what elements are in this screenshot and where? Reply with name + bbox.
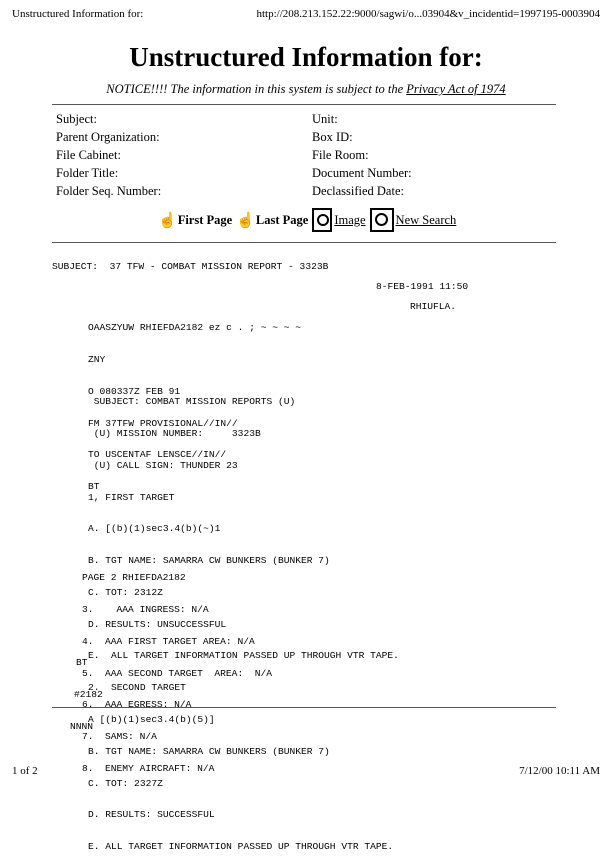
image-icon — [312, 208, 332, 232]
search-icon — [370, 208, 394, 232]
body-line: 2. SECOND TARGET — [88, 682, 186, 694]
page2-line: 7. SAMS: N/A — [82, 731, 157, 743]
fields-right — [312, 110, 412, 200]
page-title: Unstructured Information for: — [129, 42, 483, 72]
print-timestamp: 7/12/00 10:11 AM — [519, 765, 600, 777]
body-line: C. TOT: 2327Z — [88, 777, 163, 789]
body-line: B. TGT NAME: SAMARRA CW BUNKERS (BUNKER 7) — [88, 745, 330, 757]
page2-line: 6. AAA EGRESS: N/A — [82, 699, 192, 711]
notice-text: NOTICE!!!! The information in this system is subject to the — [106, 82, 407, 96]
divider-nav — [52, 242, 556, 243]
header-left: Unstructured Information for: — [12, 8, 144, 20]
first-page-label: First Page — [177, 212, 233, 227]
fields-left — [56, 110, 161, 200]
body-line: E. ALL TARGET INFORMATION PASSED UP THROUGH VTR TAPE. — [88, 841, 394, 853]
body-line: C. TOT: 2312Z — [88, 586, 163, 598]
first-page-button[interactable] — [158, 211, 232, 230]
message-page2 — [82, 552, 272, 785]
closing-line: #2182 — [74, 688, 103, 700]
body-line: (U) CALL SIGN: THUNDER 23 — [88, 459, 238, 471]
field-file-room: File Room: — [312, 148, 369, 162]
body-line: D. RESULTS: UNSUCCESSFUL — [88, 618, 227, 630]
field-subject: Subject: — [56, 112, 97, 126]
field-folder-seq-number: Folder Seq. Number: — [56, 184, 162, 198]
page2-line: 3. AAA INGRESS: N/A — [82, 603, 209, 615]
body-line: A. [(b)(1)sec3.4(b)(~)1 — [88, 523, 221, 535]
routing-line: O 080337Z FEB 91 — [88, 385, 181, 397]
page2-line: 8. ENEMY AIRCRAFT: N/A — [82, 762, 215, 774]
field-parent-organization: Parent Organization: — [56, 130, 160, 144]
new-search-button[interactable] — [366, 208, 457, 232]
body-line: 1, FIRST TARGET — [88, 491, 175, 503]
closing-line: NNNN — [70, 720, 94, 732]
body-line: (U) MISSION NUMBER: 3323B — [88, 427, 261, 439]
image-label: Image — [334, 212, 366, 227]
body-line: SUBJECT: COMBAT MISSION REPORTS (U) — [88, 396, 296, 408]
routing-line: ZNY — [88, 353, 106, 365]
hand-pointer-icon: ☝ — [158, 212, 177, 229]
page-count: 1 of 2 — [12, 765, 38, 777]
closing-line: BT — [76, 657, 88, 669]
field-document-number: Document Number: — [312, 166, 412, 180]
message-subject: SUBJECT: 37 TFW - COMBAT MISSION REPORT - 3323B — [52, 261, 329, 272]
message-closing — [70, 637, 103, 743]
divider-bottom — [52, 707, 556, 708]
privacy-act-link[interactable]: Privacy Act of 1974 — [406, 82, 506, 96]
field-declassified-date: Declassified Date: — [312, 184, 404, 198]
last-page-button[interactable] — [236, 211, 308, 230]
body-line: B. TGT NAME: SAMARRA CW BUNKERS (BUNKER 7) — [88, 555, 330, 567]
header-url: http://208.213.152.22:9000/sagwi/o...03904&v_incidentid=1997195-0003904 — [256, 8, 600, 20]
field-box-id: Box ID: — [312, 130, 353, 144]
body-line: A [(b)(1)sec3.4(b)(5)] — [88, 714, 215, 725]
privacy-notice — [0, 82, 612, 97]
new-search-label: New Search — [395, 212, 457, 227]
page2-line: 4. AAA FIRST TARGET AREA: N/A — [82, 635, 255, 647]
page2-line: 5. AAA SECOND TARGET AREA: N/A — [82, 667, 272, 679]
routing-line: BT — [88, 481, 100, 493]
routing-line: FM 37TFW PROVISIONAL//IN// — [88, 417, 238, 429]
field-folder-title: Folder Title: — [56, 166, 119, 180]
divider-top — [52, 104, 556, 105]
page2-line: PAGE 2 RHIEFDA2182 — [82, 572, 186, 584]
body-line: D. RESULTS: SUCCESSFUL — [88, 809, 215, 821]
routing-indicator: RHIUFLA. — [410, 301, 457, 312]
field-unit: Unit: — [312, 112, 338, 126]
nav-bar — [158, 208, 456, 232]
routing-line: TO USCENTAF LENSCE//IN// — [88, 449, 227, 461]
body-line: E. ALL TARGET INFORMATION PASSED UP THROUGH VTR TAPE. — [88, 650, 399, 662]
hand-pointer-icon: ☝ — [236, 212, 255, 229]
field-file-cabinet: File Cabinet: — [56, 148, 121, 162]
routing-line: OAASZYUW RHIEFDA2182 ez c . ; ~ ~ ~ ~ — [88, 322, 302, 334]
last-page-label: Last Page — [255, 212, 309, 227]
message-date: 8-FEB-1991 11:50 — [376, 281, 469, 292]
image-button[interactable] — [308, 208, 365, 232]
